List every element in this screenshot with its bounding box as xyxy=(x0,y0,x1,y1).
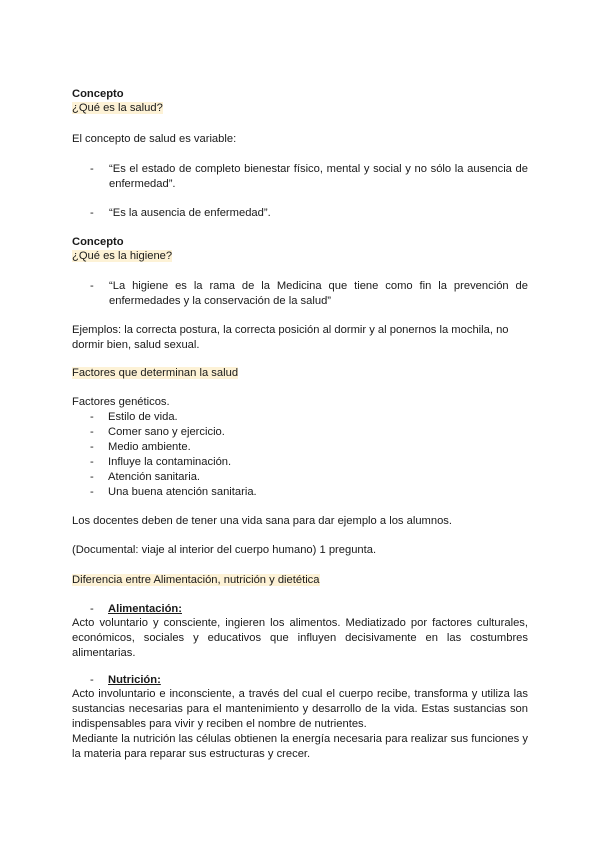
question-salud-text: ¿Qué es la salud? xyxy=(72,102,163,114)
nutricion-label: Nutrición: xyxy=(108,674,161,686)
salud-intro: El concepto de salud es variable: xyxy=(72,133,237,145)
bullet-dash: - xyxy=(90,280,94,292)
bullet-dash: - xyxy=(90,441,94,453)
bullet-dash: - xyxy=(90,207,94,219)
factor-item-text: Una buena atención sanitaria. xyxy=(108,486,257,498)
bullet-dash: - xyxy=(90,603,94,615)
factores-title xyxy=(72,366,528,381)
bullet-dash: - xyxy=(90,486,94,498)
heading-concepto-1: Concepto xyxy=(72,88,124,100)
bullet-dash: - xyxy=(90,456,94,468)
bullet-dash: - xyxy=(90,163,94,175)
factor-item-text: Atención sanitaria. xyxy=(108,471,201,483)
ejemplos-paragraph: Ejemplos: la correcta postura, la correcta posición al dormir y al ponernos la mochila, no dormir bien, salud sexual. xyxy=(72,324,509,351)
bullet-dash: - xyxy=(90,471,94,483)
heading-concepto-2: Concepto xyxy=(72,236,124,248)
question-higiene xyxy=(72,249,528,264)
bullet-dash: - xyxy=(90,426,94,438)
nutricion-text-1: Acto involuntario e inconsciente, a través del cual el cuerpo recibe, transforma y utiliza las sustancias necesarias para el mantenimiento y desarrollo de la vida. Estas sustancias son indispensables para vivir y reciben el nombre de nutrientes. xyxy=(72,688,528,730)
alimentacion-text: Acto voluntario y consciente, ingieren los alimentos. Mediatizado por factores culturales, económicos, sociales y educativos que influyen decisivamente en las costumbres alimentarias. xyxy=(72,617,528,659)
nutricion-text-2: Mediante la nutrición las células obtienen la energía necesaria para realizar sus funciones y la materia para reparar sus estructuras y crecer. xyxy=(72,733,528,760)
documental-paragraph: (Documental: viaje al interior del cuerpo humano) 1 pregunta. xyxy=(72,544,377,556)
bullet-dash: - xyxy=(90,674,94,686)
question-salud xyxy=(72,101,528,116)
factores-title-text: Factores que determinan la salud xyxy=(72,367,239,379)
alimentacion-label: Alimentación: xyxy=(108,603,182,615)
question-higiene-text: ¿Qué es la higiene? xyxy=(72,250,173,262)
factor-item-text: Comer sano y ejercicio. xyxy=(108,426,225,438)
bullet-dash: - xyxy=(90,411,94,423)
factor-item-text: Influye la contaminación. xyxy=(108,456,232,468)
higiene-definition-text: “La higiene es la rama de la Medicina que tiene como fin la prevención de enfermedades y la conservación de la salud” xyxy=(109,280,528,307)
diferencia-title xyxy=(72,573,528,588)
factor-item-text: Estilo de vida. xyxy=(108,411,178,423)
diferencia-title-text: Diferencia entre Alimentación, nutrición y dietética xyxy=(72,574,320,586)
factores-intro: Factores genéticos. xyxy=(72,396,170,408)
salud-definition-1-text: “Es el estado de completo bienestar físico, mental y social y no sólo la ausencia de enfermedad”. xyxy=(109,163,528,190)
factor-item-text: Medio ambiente. xyxy=(108,441,191,453)
docentes-paragraph: Los docentes deben de tener una vida sana para dar ejemplo a los alumnos. xyxy=(72,515,453,527)
salud-definition-2-text: “Es la ausencia de enfermedad”. xyxy=(109,207,271,219)
